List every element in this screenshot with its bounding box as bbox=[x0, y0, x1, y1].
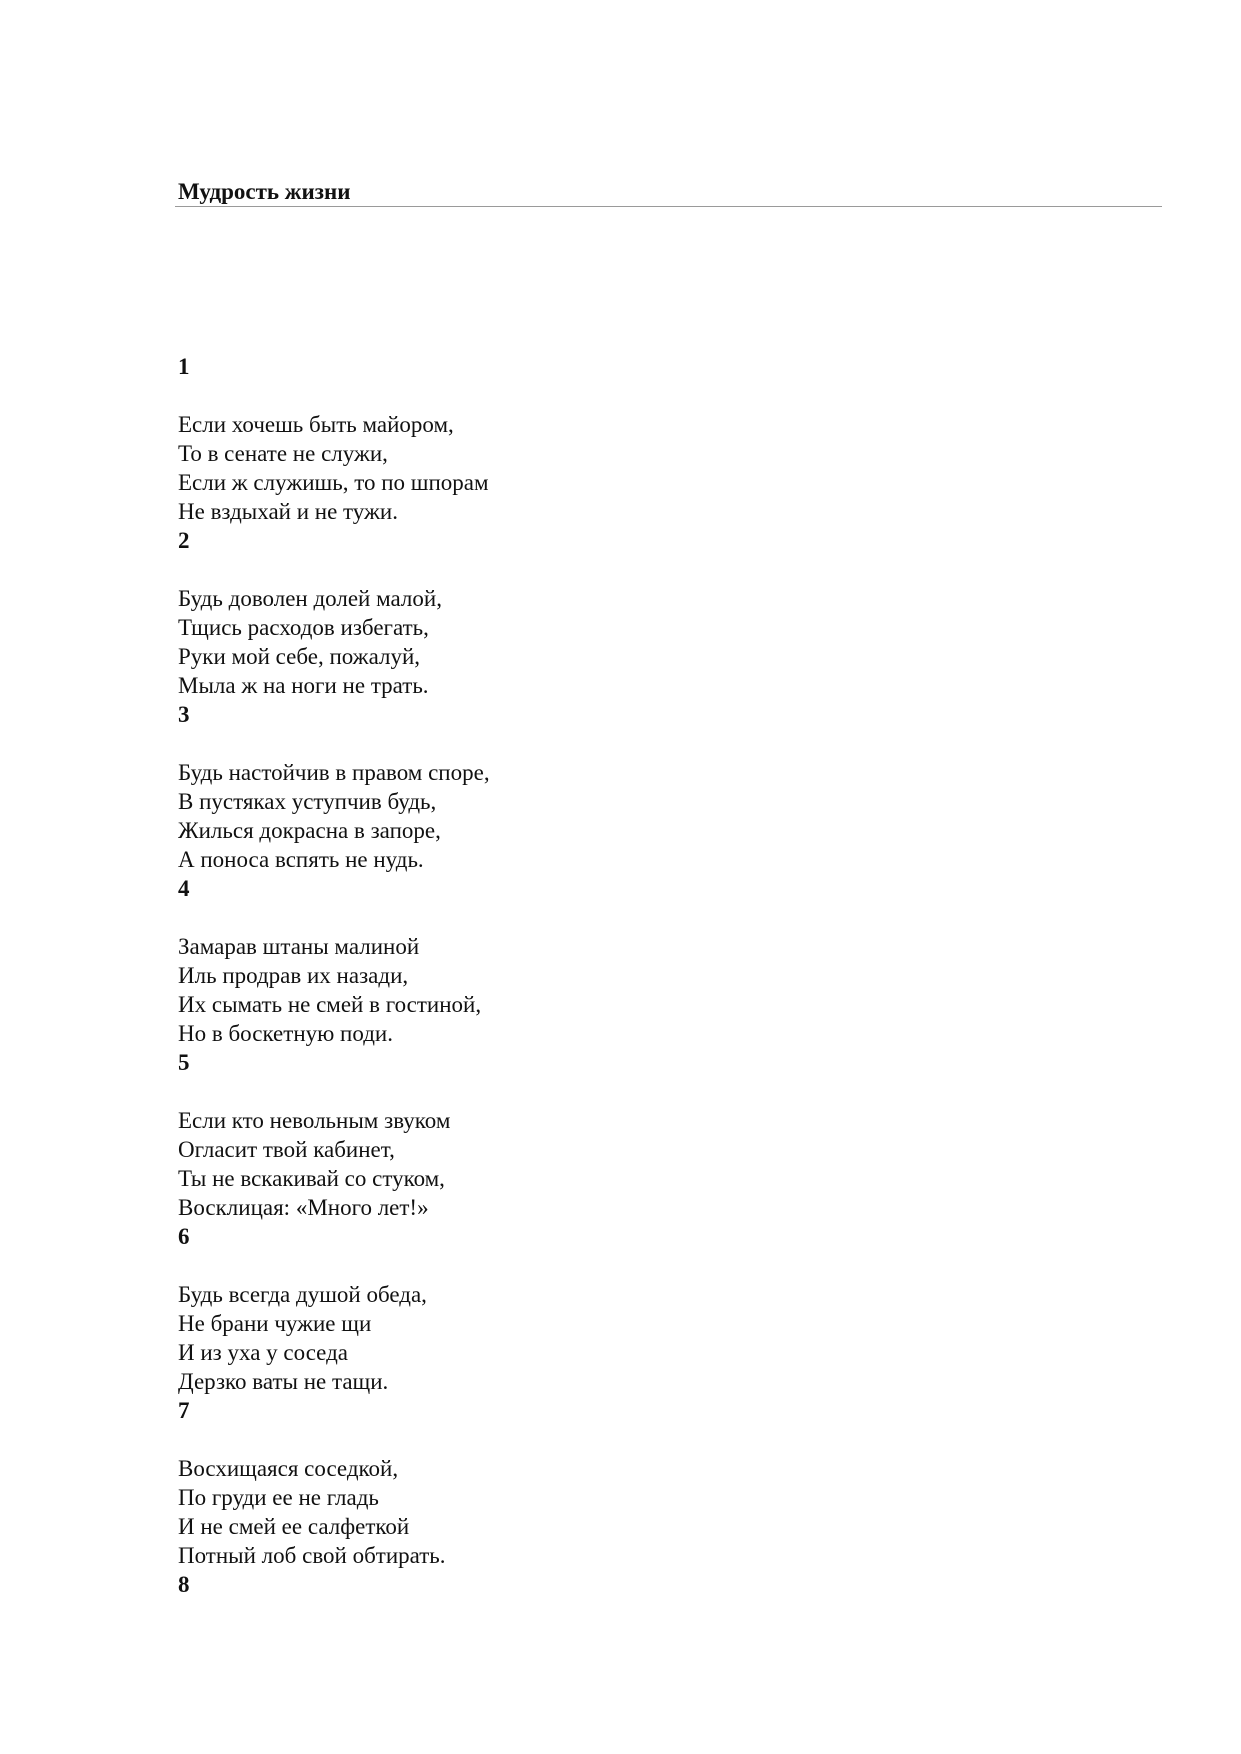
verse-line: Будь доволен долей малой, bbox=[178, 586, 442, 611]
verse-line: Тщись расходов избегать, bbox=[178, 615, 429, 640]
stanza-2 bbox=[178, 526, 1078, 700]
stanza-spacer bbox=[178, 381, 1078, 410]
verse-line: Дерзко ваты не тащи. bbox=[178, 1369, 389, 1394]
document-title: Мудрость жизни bbox=[178, 179, 351, 204]
stanza-number: 8 bbox=[178, 1572, 190, 1597]
stanza-number: 6 bbox=[178, 1224, 190, 1249]
stanza-spacer bbox=[178, 903, 1078, 932]
stanza-lines bbox=[178, 584, 1078, 700]
verse-line: Восхищаяся соседкой, bbox=[178, 1456, 399, 1481]
stanza-7 bbox=[178, 1396, 1078, 1570]
stanza-number: 5 bbox=[178, 1050, 190, 1075]
verse-line: Будь настойчив в правом споре, bbox=[178, 760, 490, 785]
stanza-number: 7 bbox=[178, 1398, 190, 1423]
stanza-spacer bbox=[178, 555, 1078, 584]
verse-line: Мыла ж на ноги не трать. bbox=[178, 673, 429, 698]
verse-line: По груди ее не гладь bbox=[178, 1485, 379, 1510]
stanza-6 bbox=[178, 1222, 1078, 1396]
stanza-lines bbox=[178, 1454, 1078, 1570]
stanza-lines bbox=[178, 410, 1078, 526]
stanza-lines bbox=[178, 1106, 1078, 1222]
verse-line: Если ж служишь, то по шпорам bbox=[178, 470, 489, 495]
verse-line: И не смей ее салфеткой bbox=[178, 1514, 410, 1539]
stanza-8 bbox=[178, 1570, 1078, 1599]
stanza-spacer bbox=[178, 1077, 1078, 1106]
verse-line: Не вздыхай и не тужи. bbox=[178, 499, 398, 524]
stanza-lines bbox=[178, 1280, 1078, 1396]
verse-line: А поноса вспять не нудь. bbox=[178, 847, 424, 872]
verse-line: Замарав штаны малиной bbox=[178, 934, 420, 959]
stanza-spacer bbox=[178, 729, 1078, 758]
title-underline bbox=[175, 206, 1162, 207]
verse-line: В пустяках уступчив будь, bbox=[178, 789, 437, 814]
verse-line: Восклицая: «Много лет!» bbox=[178, 1195, 429, 1220]
stanza-3 bbox=[178, 700, 1078, 874]
stanza-1 bbox=[178, 352, 1078, 526]
stanza-lines bbox=[178, 758, 1078, 874]
verse-line: Руки мой себе, пожалуй, bbox=[178, 644, 421, 669]
verse-line: Их сымать не смей в гостиной, bbox=[178, 992, 482, 1017]
stanza-spacer bbox=[178, 1425, 1078, 1454]
verse-line: Жилься докрасна в запоре, bbox=[178, 818, 441, 843]
stanza-number: 1 bbox=[178, 354, 190, 379]
verse-line: Потный лоб свой обтирать. bbox=[178, 1543, 446, 1568]
verse-line: Ты не вскакивай со стуком, bbox=[178, 1166, 445, 1191]
stanza-4 bbox=[178, 874, 1078, 1048]
verse-line: Если кто невольным звуком bbox=[178, 1108, 451, 1133]
stanza-number: 3 bbox=[178, 702, 190, 727]
stanza-5 bbox=[178, 1048, 1078, 1222]
verse-line: Огласит твой кабинет, bbox=[178, 1137, 395, 1162]
verse-line: И из уха у соседа bbox=[178, 1340, 348, 1365]
stanza-number: 2 bbox=[178, 528, 190, 553]
verse-line: Если хочешь быть майором, bbox=[178, 412, 454, 437]
poem-body bbox=[178, 352, 1078, 1599]
stanza-number: 4 bbox=[178, 876, 190, 901]
verse-line: Но в боскетную поди. bbox=[178, 1021, 393, 1046]
verse-line: Будь всегда душой обеда, bbox=[178, 1282, 427, 1307]
stanza-spacer bbox=[178, 1251, 1078, 1280]
verse-line: Не брани чужие щи bbox=[178, 1311, 372, 1336]
stanza-lines bbox=[178, 932, 1078, 1048]
verse-line: То в сенате не служи, bbox=[178, 441, 388, 466]
verse-line: Иль продрав их назади, bbox=[178, 963, 409, 988]
